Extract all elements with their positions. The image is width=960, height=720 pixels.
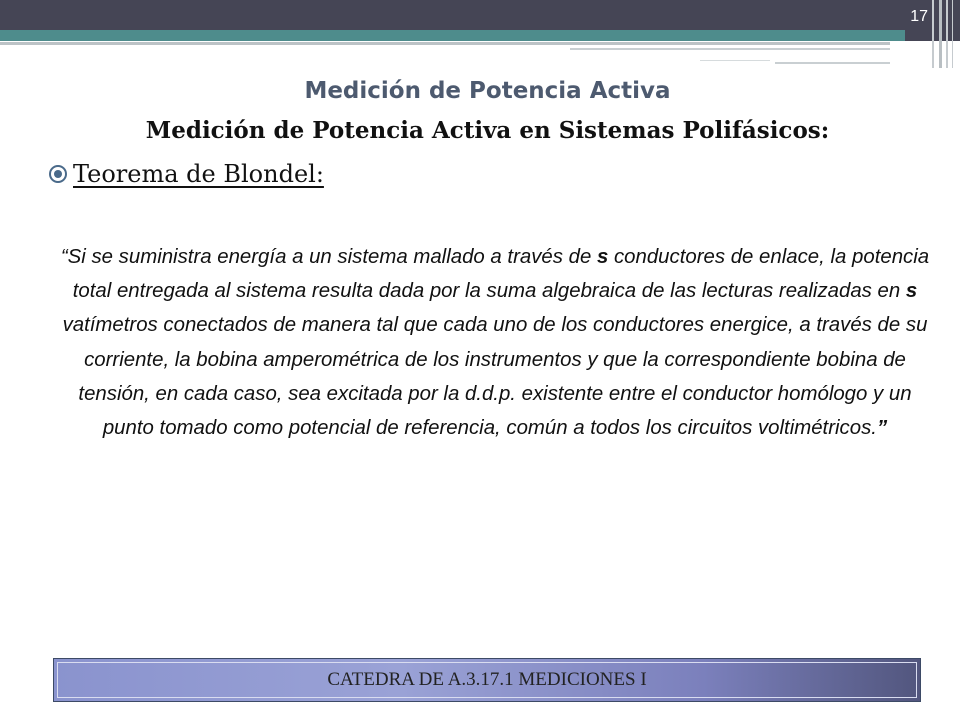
decor-vertical-line <box>952 0 953 68</box>
quote-variable-s: s <box>596 246 609 268</box>
slide-subtitle: Medición de Potencia Activa en Sistemas Polifásicos: <box>145 117 830 144</box>
quote-text: Si se suministra energía a un sistema mallado a través de <box>67 246 597 268</box>
quote-variable-s: s <box>905 280 918 303</box>
page-number: 17 <box>910 8 928 25</box>
decor-line <box>0 42 890 45</box>
target-bullet-icon <box>48 164 68 184</box>
top-dark-band <box>0 0 960 30</box>
decor-vertical-line <box>939 0 942 68</box>
bullet-text: Teorema de Blondel: <box>73 160 324 188</box>
decor-line <box>775 62 890 64</box>
quote-text: conductores de enlace, la potencia total entregada al sistema resulta dada por la suma algebraica de las lecturas realizadas en <box>72 246 930 303</box>
decor-line <box>700 60 770 61</box>
decor-vertical-line <box>946 0 948 68</box>
footer-banner <box>53 658 921 702</box>
blondel-theorem-quote <box>60 240 930 445</box>
quote-close-mark: ” <box>876 417 888 440</box>
decor-line <box>570 48 890 50</box>
bullet-item <box>48 160 324 188</box>
quote-open-mark: “ <box>60 246 68 268</box>
decor-vertical-line <box>932 0 934 68</box>
slide-title: Medición de Potencia Activa <box>304 78 671 104</box>
footer-text: CATEDRA DE A.3.17.1 MEDICIONES I <box>327 669 647 690</box>
quote-text: vatímetros conectados de manera tal que cada uno de los conductores energice, a través de su corriente, la bobina amperométrica de los instrumentos y que la correspondiente bobina de tensión, en cada caso, sea excitada por la d.d.p. existente entre el conductor homólogo y un punto tomado como potencial de referencia, común a todos los circuitos voltimétricos. <box>62 314 928 440</box>
top-teal-band <box>0 30 905 41</box>
